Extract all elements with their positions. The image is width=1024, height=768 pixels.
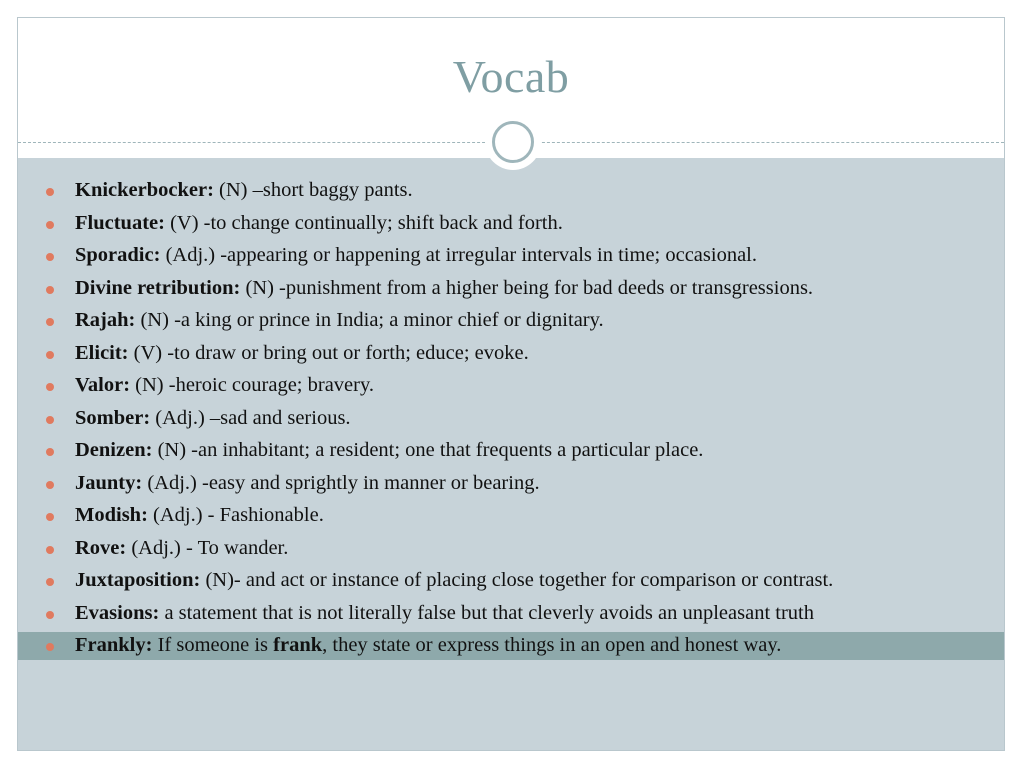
vocab-item	[18, 340, 1004, 367]
vocab-item	[18, 307, 1004, 334]
vocab-emphasis: frank	[273, 634, 323, 656]
bullet-icon	[46, 481, 54, 489]
vocab-item	[18, 405, 1004, 432]
vocab-definition: (V) -to change continually; shift back and forth.	[164, 211, 563, 234]
vocab-item	[18, 567, 1004, 594]
ring-icon	[492, 121, 534, 163]
vocab-term: Rove:	[75, 536, 127, 559]
vocab-definition: (N) –short baggy pants.	[213, 179, 413, 201]
vocab-definition: (Adj.) - Fashionable.	[147, 504, 324, 526]
vocab-definition: (Adj.) - To wander.	[126, 536, 289, 559]
vocab-item-highlighted	[18, 632, 1004, 660]
bullet-icon	[46, 253, 54, 261]
vocab-definition: (Adj.) -easy and sprightly in manner or bearing.	[142, 471, 540, 494]
vocab-definition: (N) -a king or prince in India; a minor chief or dignitary.	[135, 309, 604, 331]
vocab-term: Sporadic:	[75, 244, 161, 266]
vocab-definition: a statement that is not literally false but that cleverly avoids an unpleasant truth	[159, 601, 814, 624]
bullet-icon	[46, 546, 54, 554]
bullet-icon	[46, 318, 54, 326]
bullet-icon	[46, 578, 54, 586]
vocab-definition: (Adj.) -appearing or happening at irregular intervals in time; occasional.	[160, 244, 757, 266]
vocab-term: Denizen:	[75, 439, 153, 461]
vocab-term: Divine retribution:	[75, 276, 241, 299]
bullet-icon	[46, 643, 54, 651]
vocab-term: Rajah:	[75, 309, 136, 331]
vocab-term: Frankly:	[75, 634, 153, 656]
vocab-term: Fluctuate:	[75, 211, 165, 234]
vocab-item	[18, 437, 1004, 464]
vocab-term: Knickerbocker:	[75, 179, 214, 201]
bullet-icon	[46, 416, 54, 424]
vocab-item	[18, 275, 1004, 302]
vocab-term: Juxtaposition:	[75, 569, 201, 591]
vocab-definition: (N) -heroic courage; bravery.	[130, 374, 375, 396]
bullet-icon	[46, 448, 54, 456]
vocab-item	[18, 177, 1004, 204]
bullet-icon	[46, 383, 54, 391]
vocab-definition: (V) -to draw or bring out or forth; educe; evoke.	[128, 341, 529, 364]
vocab-definition-start: If someone is	[152, 634, 274, 656]
vocab-definition: (N) -an inhabitant; a resident; one that frequents a particular place.	[152, 439, 704, 461]
vocab-definition: (N)- and act or instance of placing close together for comparison or contrast.	[200, 569, 834, 591]
bullet-icon	[46, 188, 54, 196]
vocab-term: Jaunty:	[75, 471, 143, 494]
vocab-term: Modish:	[75, 504, 148, 526]
vocab-term: Evasions:	[75, 601, 160, 624]
bullet-icon	[46, 513, 54, 521]
vocab-item	[18, 372, 1004, 399]
vocab-definition: (Adj.) –sad and serious.	[150, 406, 351, 429]
vocab-item	[18, 210, 1004, 237]
vocab-item	[18, 470, 1004, 497]
vocab-item	[18, 502, 1004, 529]
bullet-icon	[46, 286, 54, 294]
slide	[17, 17, 1005, 751]
circle-ornament-icon	[485, 114, 541, 170]
vocab-item	[18, 242, 1004, 269]
vocab-term: Valor:	[75, 374, 131, 396]
bullet-icon	[46, 351, 54, 359]
vocab-list	[18, 177, 1004, 666]
slide-title: Vocab	[452, 51, 570, 102]
vocab-definition-end: , they state or express things in an open and honest way.	[322, 634, 782, 656]
bullet-icon	[46, 221, 54, 229]
vocab-term: Somber:	[75, 406, 151, 429]
vocab-item	[18, 535, 1004, 562]
vocab-term: Elicit:	[75, 341, 129, 364]
vocab-definition: (N) -punishment from a higher being for bad deeds or transgressions.	[240, 276, 814, 299]
bullet-icon	[46, 611, 54, 619]
vocab-item	[18, 600, 1004, 627]
